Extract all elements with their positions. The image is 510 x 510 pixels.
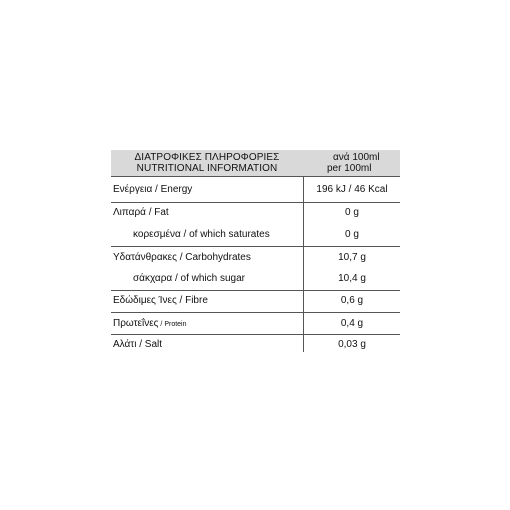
row-label-carbohydrates: Υδατάνθρακες / Carbohydrates xyxy=(113,252,251,263)
nutrition-table xyxy=(111,150,400,350)
row-separator xyxy=(304,334,400,335)
header-per-greek: ανά 100ml xyxy=(333,152,380,163)
row-separator xyxy=(304,290,400,291)
row-separator xyxy=(304,312,400,313)
row-value-protein: 0,4 g xyxy=(340,318,364,329)
row-label-protein xyxy=(113,318,187,329)
row-label-energy: Ενέργεια / Energy xyxy=(113,184,193,195)
header-title-english: NUTRITIONAL INFORMATION xyxy=(136,163,278,174)
header-per xyxy=(327,152,380,174)
row-value-energy: 196 kJ / 46 Kcal xyxy=(316,184,388,195)
row-value-saturates: 0 g xyxy=(345,229,359,240)
row-value-fibre: 0,6 g xyxy=(340,295,364,306)
row-separator xyxy=(304,246,400,247)
row-label-saturates: κορεσμένα / of which saturates xyxy=(133,229,270,240)
header-title-greek: ΔΙΑΤΡΟΦΙΚΕΣ ΠΛΗΡΟΦΟΡΙΕΣ xyxy=(134,152,280,163)
row-label-fibre: Εδώδιμες Ίνες / Fibre xyxy=(113,295,208,306)
row-separator xyxy=(111,246,304,247)
row-separator xyxy=(111,312,304,313)
header-title xyxy=(111,152,303,174)
row-separator xyxy=(111,290,304,291)
row-value-fat: 0 g xyxy=(345,207,359,218)
row-label-protein-greek: Πρωτεΐνες xyxy=(113,318,159,329)
row-label-salt: Αλάτι / Salt xyxy=(113,339,163,350)
row-value-carbohydrates: 10,7 g xyxy=(338,252,366,263)
table-header xyxy=(111,150,400,177)
row-separator xyxy=(111,202,304,203)
header-per-english: per 100ml xyxy=(327,163,372,174)
row-label-sugar: σάκχαρα / of which sugar xyxy=(133,273,245,284)
row-separator xyxy=(111,334,304,335)
row-label-protein-english: / Protein xyxy=(158,321,187,328)
row-label-fat: Λιπαρά / Fat xyxy=(113,207,169,218)
row-separator xyxy=(304,202,400,203)
row-value-salt: 0,03 g xyxy=(338,339,366,350)
row-value-sugar: 10,4 g xyxy=(338,273,366,284)
